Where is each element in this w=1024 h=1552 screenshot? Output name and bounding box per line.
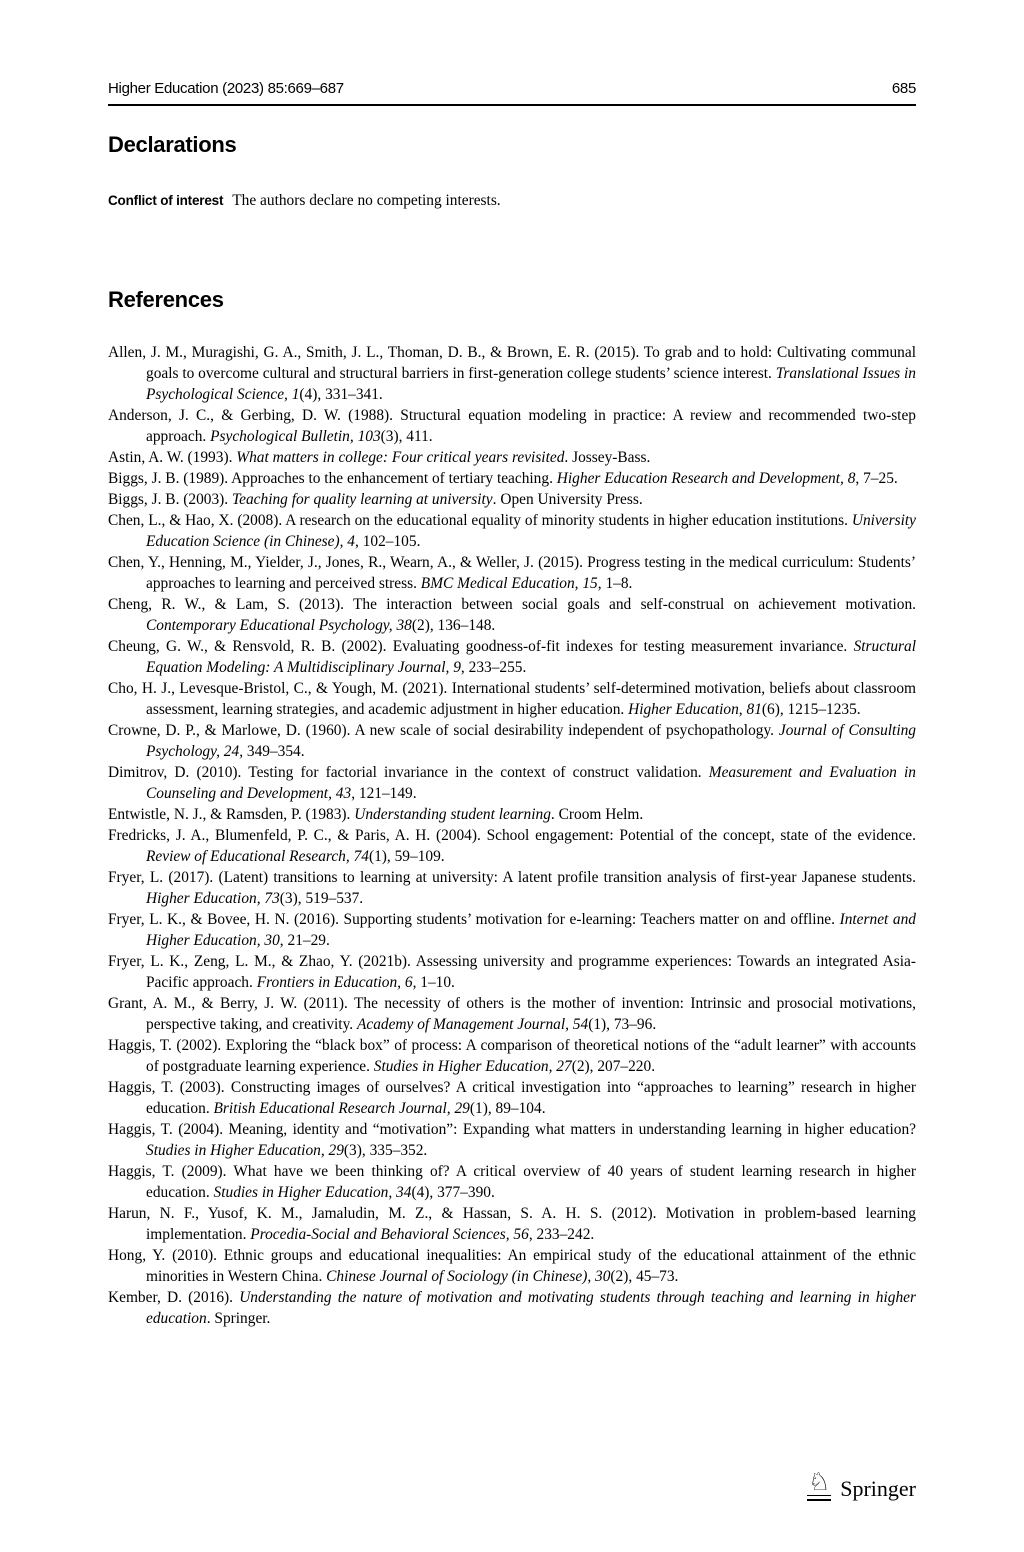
reference-text: (3), 335–352. bbox=[343, 1142, 428, 1159]
declarations-heading: Declarations bbox=[108, 132, 237, 157]
page-header bbox=[108, 80, 916, 98]
reference-text: (2), 45–73. bbox=[610, 1268, 679, 1285]
references-heading: References bbox=[108, 287, 224, 312]
reference-title-italic: Internet and Higher Education, 30 bbox=[146, 911, 917, 949]
reference-text: . Springer. bbox=[206, 1310, 271, 1327]
reference-entry bbox=[108, 951, 916, 993]
reference-entry bbox=[108, 342, 916, 405]
reference-title-italic: Higher Education, 73 bbox=[146, 890, 280, 907]
reference-text: Crowne, D. P., & Marlowe, D. (1960). A new scale of social desirability independent of psychopathology. bbox=[108, 722, 779, 739]
reference-entry bbox=[108, 489, 916, 510]
reference-text: Cheng, R. W., & Lam, S. (2013). The interaction between social goals and self-construal on achievement motivation. bbox=[108, 596, 916, 613]
reference-text: Hong, Y. (2010). Ethnic groups and educational inequalities: An empirical study of the educational attainment of the ethnic minorities in Western China. bbox=[108, 1247, 916, 1285]
reference-text: Cheung, G. W., & Rensvold, R. B. (2002). Evaluating goodness-of-fit indexes for testing measurement invariance. bbox=[108, 638, 854, 655]
reference-text: (3), 411. bbox=[380, 428, 433, 445]
publisher-name: Springer bbox=[840, 1475, 916, 1501]
reference-text: Chen, L., & Hao, X. (2008). A research on the educational equality of minority students in higher education institutions. bbox=[108, 512, 852, 529]
reference-text: Fryer, L. (2017). (Latent) transitions to learning at university: A latent profile transition analysis of first-year Japanese students. bbox=[108, 869, 916, 886]
conflict-of-interest-text: The authors declare no competing interests. bbox=[232, 192, 501, 209]
reference-text: , 349–354. bbox=[239, 743, 305, 760]
reference-text: Fryer, L. K., Zeng, L. M., & Zhao, Y. (2021b). Assessing university and programme experiences: Towards an integrated Asia-Pacific approach. bbox=[108, 953, 916, 991]
reference-text: (1), 59–109. bbox=[368, 848, 445, 865]
reference-entry bbox=[108, 1245, 916, 1287]
reference-text: , 121–149. bbox=[351, 785, 417, 802]
reference-title-italic: Studies in Higher Education, 27 bbox=[373, 1058, 572, 1075]
reference-title-italic: Measurement and Evaluation in Counseling and Development, 43 bbox=[146, 764, 916, 802]
reference-text: Harun, N. F., Yusof, K. M., Jamaludin, M. Z., & Hassan, S. A. H. S. (2012). Motivation in problem-based learning implementation. bbox=[108, 1205, 916, 1243]
conflict-of-interest-label: Conflict of interest bbox=[108, 193, 224, 208]
reference-entry bbox=[108, 804, 916, 825]
reference-title-italic: Psychological Bulletin, 103 bbox=[210, 428, 381, 445]
reference-title-italic: Teaching for quality learning at university bbox=[232, 491, 493, 508]
reference-text: , 1–10. bbox=[412, 974, 455, 991]
reference-text: , 21–29. bbox=[279, 932, 330, 949]
reference-title-italic: Structural Equation Modeling: A Multidisciplinary Journal, 9 bbox=[146, 638, 916, 676]
reference-entry bbox=[108, 1077, 916, 1119]
reference-entry bbox=[108, 867, 916, 909]
reference-entry bbox=[108, 762, 916, 804]
reference-text: Haggis, T. (2004). Meaning, identity and “motivation”: Expanding what matters in understanding learning in higher education? bbox=[108, 1121, 916, 1138]
reference-text: . Jossey-Bass. bbox=[564, 449, 651, 466]
reference-text: Entwistle, N. J., & Ramsden, P. (1983). bbox=[108, 806, 355, 823]
reference-text: . Open University Press. bbox=[492, 491, 643, 508]
reference-title-italic: Journal of Consulting Psychology, 24 bbox=[146, 722, 917, 760]
reference-entry bbox=[108, 1203, 916, 1245]
reference-text: (4), 377–390. bbox=[411, 1184, 495, 1201]
reference-text: Fryer, L. K., & Bovee, H. N. (2016). Supporting students’ motivation for e-learning: Teachers matter on and offline. bbox=[108, 911, 840, 928]
reference-title-italic: What matters in college: Four critical years revisited bbox=[236, 449, 565, 466]
reference-title-italic: Higher Education, 81 bbox=[628, 701, 762, 718]
reference-entry bbox=[108, 1119, 916, 1161]
reference-entry bbox=[108, 678, 916, 720]
header-rule bbox=[108, 104, 916, 106]
reference-text: (4), 331–341. bbox=[299, 386, 383, 403]
reference-title-italic: BMC Medical Education, 15 bbox=[420, 575, 598, 592]
reference-entry bbox=[108, 594, 916, 636]
reference-text: , 233–255. bbox=[460, 659, 527, 676]
conflict-of-interest-line bbox=[108, 190, 916, 211]
reference-entry bbox=[108, 909, 916, 951]
reference-text: Dimitrov, D. (2010). Testing for factorial invariance in the context of construct validation. bbox=[108, 764, 709, 781]
reference-text: , 7–25. bbox=[855, 470, 898, 487]
springer-knight-icon bbox=[807, 1467, 831, 1501]
reference-text: (2), 136–148. bbox=[411, 617, 496, 634]
reference-title-italic: Frontiers in Education, 6 bbox=[256, 974, 413, 991]
reference-entry bbox=[108, 825, 916, 867]
reference-title-italic: Review of Educational Research, 74 bbox=[146, 848, 369, 865]
reference-entry bbox=[108, 720, 916, 762]
knight-base-lines bbox=[807, 1495, 831, 1501]
publisher-logo bbox=[807, 1467, 916, 1501]
reference-title-italic: Chinese Journal of Sociology (in Chinese), 30 bbox=[326, 1268, 611, 1285]
reference-text: Astin, A. W. (1993). bbox=[108, 449, 237, 466]
references-list bbox=[108, 342, 916, 1329]
reference-title-italic: Higher Education Research and Development, 8 bbox=[556, 470, 856, 487]
reference-entry bbox=[108, 636, 916, 678]
reference-text: . Croom Helm. bbox=[550, 806, 644, 823]
reference-title-italic: Contemporary Educational Psychology, 38 bbox=[146, 617, 412, 634]
reference-title-italic: University Education Science (in Chinese), 4 bbox=[146, 512, 916, 550]
reference-entry bbox=[108, 1035, 916, 1077]
reference-text: Anderson, J. C., & Gerbing, D. W. (1988). Structural equation modeling in practice: A review and recommended two-step approach. bbox=[108, 407, 916, 445]
reference-text: , 102–105. bbox=[355, 533, 421, 550]
reference-text: Kember, D. (2016). bbox=[108, 1289, 240, 1306]
reference-text: Biggs, J. B. (2003). bbox=[108, 491, 232, 508]
reference-entry bbox=[108, 993, 916, 1035]
reference-entry bbox=[108, 405, 916, 447]
reference-title-italic: Understanding student learning bbox=[354, 806, 551, 823]
reference-entry bbox=[108, 468, 916, 489]
reference-text: Allen, J. M., Muragishi, G. A., Smith, J. L., Thoman, D. B., & Brown, E. R. (2015). To grab and to hold: Cultivating communal goals to overcome cultural and structural barriers in first-generation college students’ science interest. bbox=[108, 344, 916, 382]
reference-title-italic: British Educational Research Journal, 29 bbox=[213, 1100, 470, 1117]
knight-glyph: ♘ bbox=[808, 1467, 831, 1496]
reference-text: , 233–242. bbox=[528, 1226, 595, 1243]
reference-title-italic: Academy of Management Journal, 54 bbox=[356, 1016, 589, 1033]
reference-entry bbox=[108, 552, 916, 594]
reference-text: (1), 73–96. bbox=[588, 1016, 657, 1033]
reference-text: Haggis, T. (2003). Constructing images of ourselves? A critical investigation into “approaches to learning” research in higher education. bbox=[108, 1079, 916, 1117]
reference-title-italic: Translational Issues in Psychological Science, 1 bbox=[146, 365, 916, 403]
reference-text: Cho, H. J., Levesque-Bristol, C., & Yough, M. (2021). International students’ self-determined motivation, beliefs about classroom assessment, learning strategies, and academic adjustment in higher education. bbox=[108, 680, 916, 718]
reference-text: Chen, Y., Henning, M., Yielder, J., Jones, R., Wearn, A., & Weller, J. (2015). Progress testing in the medical curriculum: Students’ approaches to learning and perceived stress. bbox=[108, 554, 916, 592]
reference-title-italic: Understanding the nature of motivation and motivating students through teaching and learning in higher education bbox=[146, 1289, 916, 1327]
reference-text: Biggs, J. B. (1989). Approaches to the enhancement of tertiary teaching. bbox=[108, 470, 557, 487]
reference-text: Haggis, T. (2002). Exploring the “black box” of process: A comparison of theoretical notions of the “adult learner” with accounts of postgraduate learning experience. bbox=[108, 1037, 916, 1075]
reference-entry bbox=[108, 510, 916, 552]
reference-entry bbox=[108, 1161, 916, 1203]
reference-title-italic: Studies in Higher Education, 34 bbox=[213, 1184, 412, 1201]
journal-citation: Higher Education (2023) 85:669–687 bbox=[108, 80, 344, 97]
reference-entry bbox=[108, 1287, 916, 1329]
reference-text: (3), 519–537. bbox=[279, 890, 364, 907]
reference-text: Grant, A. M., & Berry, J. W. (2011). The necessity of others is the mother of invention: Intrinsic and prosocial motivations, perspective taking, and creativity. bbox=[108, 995, 916, 1033]
reference-text: , 1–8. bbox=[597, 575, 633, 592]
reference-entry bbox=[108, 447, 916, 468]
reference-text: (1), 89–104. bbox=[469, 1100, 546, 1117]
reference-text: (2), 207–220. bbox=[571, 1058, 656, 1075]
reference-title-italic: Studies in Higher Education, 29 bbox=[146, 1142, 344, 1159]
reference-text: Fredricks, J. A., Blumenfeld, P. C., & Paris, A. H. (2004). School engagement: Potential of the concept, state of the evidence. bbox=[108, 827, 916, 844]
page-number: 685 bbox=[891, 80, 916, 97]
reference-title-italic: Procedia-Social and Behavioral Sciences, 56 bbox=[250, 1226, 529, 1243]
reference-text: (6), 1215–1235. bbox=[761, 701, 861, 718]
reference-text: Haggis, T. (2009). What have we been thinking of? A critical overview of 40 years of student learning research in higher education. bbox=[108, 1163, 916, 1201]
